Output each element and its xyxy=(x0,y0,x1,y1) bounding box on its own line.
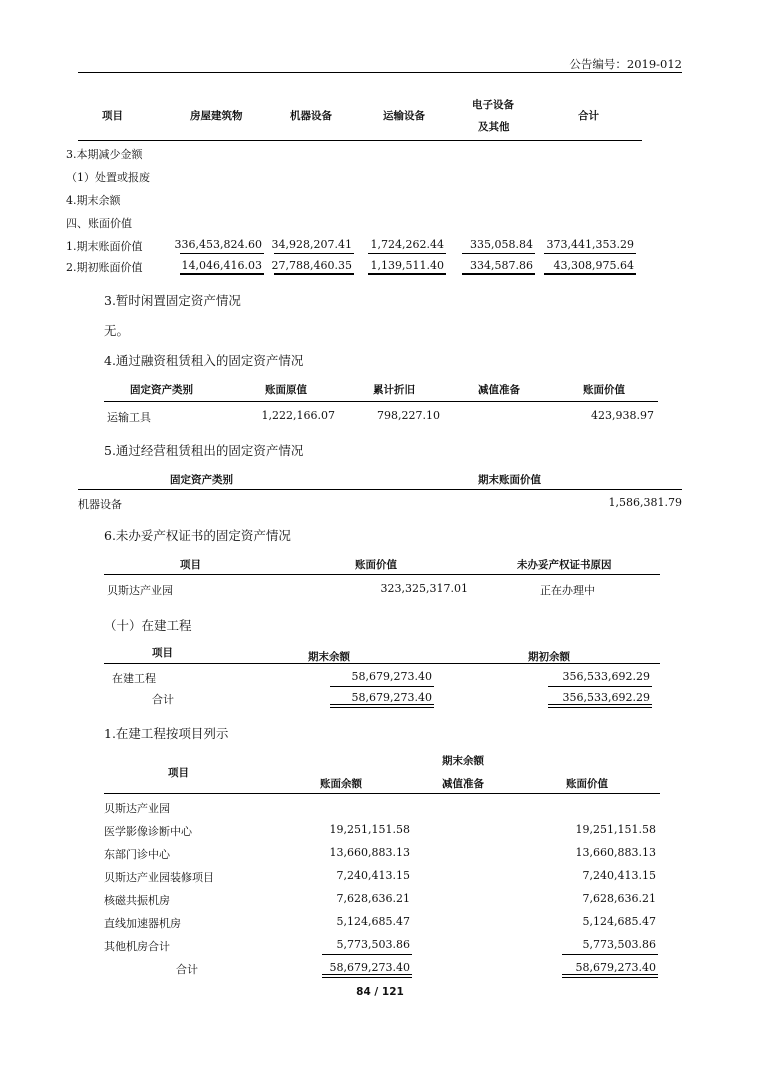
cell-value: 356,533,692.29 xyxy=(562,691,650,704)
underline xyxy=(180,253,264,254)
col-header-total: 合计 xyxy=(578,110,599,122)
total-value: 58,679,273.40 xyxy=(329,961,410,974)
cell-value: 19,251,151.58 xyxy=(575,823,656,836)
cell-value: 1,139,511.40 xyxy=(370,259,444,272)
cell-value: 13,660,883.13 xyxy=(575,846,656,859)
cell-value: 27,788,460.35 xyxy=(271,259,352,272)
col-header: 减值准备 xyxy=(478,384,520,396)
col-header-group: 期末余额 xyxy=(442,755,484,767)
underline xyxy=(368,253,446,254)
section-title: （十）在建工程 xyxy=(104,618,192,633)
cell-value: 798,227.10 xyxy=(377,409,440,422)
row-label: （1）处置或报废 xyxy=(66,171,150,184)
row-label: 四、账面价值 xyxy=(66,217,132,230)
total-label: 合计 xyxy=(176,963,198,976)
underline xyxy=(548,686,652,687)
double-underline xyxy=(330,704,434,708)
underline xyxy=(562,954,658,955)
section-title: 3.暂时闲置固定资产情况 xyxy=(104,293,241,308)
section-title: 4.通过融资租赁租入的固定资产情况 xyxy=(104,353,304,368)
table-row-label: 直线加速器机房 xyxy=(104,917,181,930)
cell-value: 323,325,317.01 xyxy=(380,582,468,595)
col-header: 账面价值 xyxy=(355,559,397,571)
table-row-label: 核磁共振机房 xyxy=(104,894,170,907)
cell-value: 356,533,692.29 xyxy=(562,670,650,683)
col-header: 账面原值 xyxy=(265,384,307,396)
col-header: 固定资产类别 xyxy=(130,384,193,396)
col-header: 项目 xyxy=(152,647,173,659)
row-label: 3.本期减少金额 xyxy=(66,148,143,161)
double-underline xyxy=(548,704,652,708)
cell-value: 58,679,273.40 xyxy=(351,670,432,683)
col-header: 账面余额 xyxy=(320,778,362,790)
cell-value: 7,240,413.15 xyxy=(582,869,656,882)
table-row-label: 其他机房合计 xyxy=(104,940,170,953)
table-rule xyxy=(104,793,660,794)
row-label: 1.期末账面价值 xyxy=(66,240,143,253)
thick-underline xyxy=(274,273,354,275)
cell-value: 336,453,824.60 xyxy=(174,238,262,251)
table-row-label: 东部门诊中心 xyxy=(104,848,170,861)
cell-value: 34,928,207.41 xyxy=(271,238,352,251)
section-title: 1.在建工程按项目列示 xyxy=(104,726,229,741)
section-title: 5.通过经营租赁租出的固定资产情况 xyxy=(104,443,304,458)
underline xyxy=(330,686,434,687)
col-header: 未办妥产权证书原因 xyxy=(517,559,612,571)
cell-value: 373,441,353.29 xyxy=(546,238,634,251)
table-rule xyxy=(104,663,660,664)
cell-text: 正在办理中 xyxy=(540,584,595,597)
cell-value: 5,124,685.47 xyxy=(336,915,410,928)
group-label: 贝斯达产业园 xyxy=(104,802,170,815)
double-underline xyxy=(322,974,412,978)
cell-value: 14,046,416.03 xyxy=(181,259,262,272)
underline xyxy=(462,253,535,254)
cell-value: 5,773,503.86 xyxy=(336,938,410,951)
page-number: 84 / 121 xyxy=(356,986,404,998)
section-title: 6.未办妥产权证书的固定资产情况 xyxy=(104,528,291,543)
cell-value: 5,124,685.47 xyxy=(582,915,656,928)
table-rule xyxy=(104,574,660,575)
cell-label: 机器设备 xyxy=(78,498,122,511)
thick-underline xyxy=(462,273,535,275)
total-value: 58,679,273.40 xyxy=(575,961,656,974)
col-header: 项目 xyxy=(180,559,201,571)
thick-underline xyxy=(368,273,446,275)
underline xyxy=(544,253,636,254)
table-row-label: 贝斯达产业园装修项目 xyxy=(104,871,214,884)
cell-value: 335,058.84 xyxy=(470,238,533,251)
notice-number: 公告编号：2019-012 xyxy=(569,57,682,71)
section-body: 无。 xyxy=(104,323,130,338)
cell-value: 13,660,883.13 xyxy=(329,846,410,859)
table-rule xyxy=(104,401,658,402)
col-header: 减值准备 xyxy=(442,778,484,790)
col-header: 累计折旧 xyxy=(373,384,415,396)
cell-value: 19,251,151.58 xyxy=(329,823,410,836)
thick-underline xyxy=(544,273,636,275)
col-header: 期末账面价值 xyxy=(478,474,541,486)
col-header: 固定资产类别 xyxy=(170,474,233,486)
table-rule xyxy=(78,140,642,141)
cell-label: 贝斯达产业园 xyxy=(107,584,173,597)
double-underline xyxy=(562,974,658,978)
cell-label: 在建工程 xyxy=(112,672,156,685)
cell-value: 7,240,413.15 xyxy=(336,869,410,882)
row-label: 2.期初账面价值 xyxy=(66,261,143,274)
thick-underline xyxy=(180,273,264,275)
col-header: 期初余额 xyxy=(528,651,570,663)
col-header-machinery: 机器设备 xyxy=(290,110,332,122)
cell-value: 423,938.97 xyxy=(591,409,654,422)
col-header: 账面价值 xyxy=(583,384,625,396)
cell-value: 334,587.86 xyxy=(470,259,533,272)
col-header-item: 项目 xyxy=(102,110,123,122)
cell-value: 43,308,975.64 xyxy=(553,259,634,272)
table-row-label: 医学影像诊断中心 xyxy=(104,825,192,838)
cell-value: 1,586,381.79 xyxy=(608,496,682,509)
col-header: 期末余额 xyxy=(308,651,350,663)
underline xyxy=(322,954,412,955)
cell-value: 1,724,262.44 xyxy=(370,238,444,251)
header-rule xyxy=(78,72,682,73)
col-header-buildings: 房屋建筑物 xyxy=(190,110,243,122)
underline xyxy=(274,253,354,254)
row-label: 4.期末余额 xyxy=(66,194,121,207)
cell-label: 合计 xyxy=(152,693,174,706)
cell-label: 运输工具 xyxy=(107,411,151,424)
cell-value: 7,628,636.21 xyxy=(582,892,656,905)
table-rule xyxy=(78,489,682,490)
col-header-electronic: 电子设备 xyxy=(472,99,514,111)
col-header-transport: 运输设备 xyxy=(383,110,425,122)
col-header-electronic-2: 及其他 xyxy=(478,121,510,133)
cell-value: 5,773,503.86 xyxy=(582,938,656,951)
cell-value: 58,679,273.40 xyxy=(351,691,432,704)
cell-value: 7,628,636.21 xyxy=(336,892,410,905)
col-header-item: 项目 xyxy=(168,767,189,779)
col-header: 账面价值 xyxy=(566,778,608,790)
cell-value: 1,222,166.07 xyxy=(261,409,335,422)
